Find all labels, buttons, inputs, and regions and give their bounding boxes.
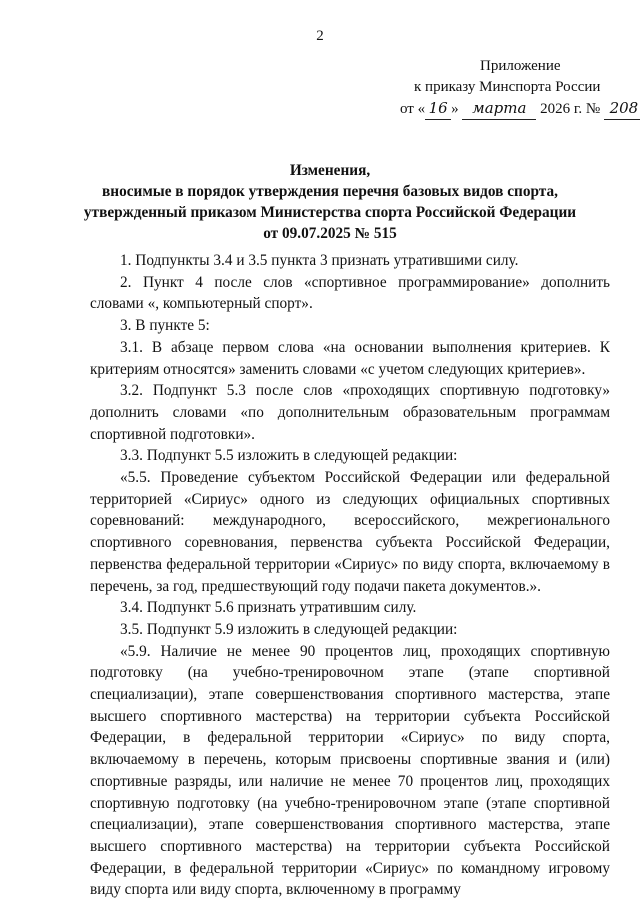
appendix-order-ref: к приказу Минспорта России xyxy=(414,79,601,95)
paragraph-5-9-text: «5.9. Наличие не менее 90 процентов лиц, проходящих спортивную подготовку (на учебно-тренировочном этапе (этапе спортивной специализации), этапе совершенствования спортивного мастерства, этапе высшего спортивного мастерства) на территории субъекта Российской Федерации, в федеральной территории «Сириус» по виду спорта, включаемому в перечень, которым присвоены спортивные звания и (или) спортивные разряды, или наличие не менее 70 процентов лиц, проходящих спортивную подготовку (на учебно-тренировочном этапе (этапе спортивной специализации), этапе совершенствования спортивного мастерства, этапе высшего спортивного мастерства) на территории субъекта Российской Федерации, в федеральной территории «Сириус» по командному игровому виду спорта или виду спорта, включенному в программу xyxy=(90,642,610,899)
date-prefix: от « xyxy=(400,101,426,117)
paragraph-2: 2. Пункт 4 после слов «спортивное программирование» дополнить словами «, компьютерный спорт». xyxy=(90,273,610,313)
handwritten-order-number: 208 xyxy=(604,98,640,120)
title-line-1: Изменения, xyxy=(289,162,371,179)
appendix-title: Приложение xyxy=(480,58,561,74)
title-line-3: утвержденный приказом Министерства спорта Российской Федерации xyxy=(83,204,577,221)
title-line-2: вносимые в порядок утверждения перечня базовых видов спорта, xyxy=(102,183,558,200)
appendix-block xyxy=(400,56,640,120)
appendix-date-line xyxy=(400,98,640,120)
paragraph-3-1: 3.1. В абзаце первом слова «на основании выполнения критериев. К критериям относятся» заменить словами «с учетом следующих критериев». xyxy=(90,338,610,378)
page-number: 2 xyxy=(316,28,324,44)
title-line-4: от 09.07.2025 № 515 xyxy=(263,225,397,242)
document-body xyxy=(90,250,610,901)
document-title xyxy=(60,160,600,244)
paragraph-1: 1. Подпункты 3.4 и 3.5 пункта 3 признать утратившими силу. xyxy=(120,252,519,269)
handwritten-day: 16 xyxy=(425,98,451,120)
paragraph-3: 3. В пункте 5: xyxy=(120,317,210,335)
handwritten-month: марта xyxy=(462,98,536,120)
paragraph-5-5-text: «5.5. Проведение субъектом Российской Федерации или федеральной территорией «Сириус» одного из следующих официальных спортивных соревнований: международного, всероссийского, межрегионального спортивного соревнования, первенства субъекта Российской Федерации, первенства федеральной территории «Сириус» по виду спорта, включаемому в перечень, за год, предшествующий году подачи пакета документов.». xyxy=(90,469,610,595)
date-quote-close: » xyxy=(451,101,459,117)
paragraph-3-2: 3.2. Подпункт 5.3 после слов «проходящих спортивную подготовку» дополнить словами «по дополнительным образовательным программам спортивной подготовки». xyxy=(90,382,610,443)
paragraph-3-4: 3.4. Подпункт 5.6 признать утратившим силу. xyxy=(120,599,417,617)
paragraph-3-3: 3.3. Подпункт 5.5 изложить в следующей редакции: xyxy=(120,447,458,465)
paragraph-3-5: 3.5. Подпункт 5.9 изложить в следующей редакции: xyxy=(120,620,458,638)
year-text: 2026 г. № xyxy=(540,101,601,117)
